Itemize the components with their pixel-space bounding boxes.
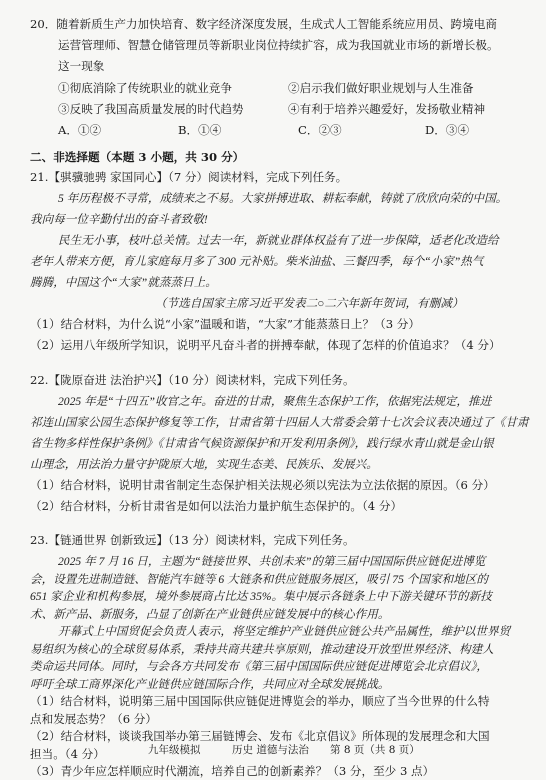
q22-material-line-1: 2025 年是“十四五”收官之年。奋进的甘肃，聚焦生态保护工作，依据宪法规定，推进 bbox=[58, 395, 492, 408]
q22-title: 22.【陇原奋进 法治护兴】（10 分）阅读材料，完成下列任务。 bbox=[30, 373, 355, 387]
q22-task-2: （2）结合材料，分析甘肃省是如何以法治力量护航生态保护的。（4 分） bbox=[30, 499, 403, 513]
q22-task-1: （1）结合材料，说明甘肃省制定生态保护相关法规必须以宪法为立法依据的原因。（6 分） bbox=[30, 478, 495, 492]
q23-title: 23.【链通世界 创新致远】（13 分）阅读材料，完成下列任务。 bbox=[30, 533, 355, 547]
q23-material1-line-1: 2025 年 7 月 16 日，主题为“链接世界、共创未来”的第三届中国国际供应链促进博览 bbox=[58, 555, 486, 568]
q23-material2-line-1: 开幕式上中国贸促会负责人表示，将坚定维护产业链供应链公共产品属性，维护以世界贸 bbox=[58, 625, 511, 638]
q20-option-4: ④有利于培养兴趣爱好，发扬敬业精神 bbox=[288, 102, 486, 116]
q20-choice-a: A．①② bbox=[58, 123, 102, 137]
q21-title: 21.【骐骥驰骋 家国同心】（7 分）阅读材料，完成下列任务。 bbox=[30, 170, 348, 184]
q23-material1-line-3: 651 家企业和机构参展，境外参展商占比达 35%。集中展示各链条上中下游关键环节的新技 bbox=[30, 590, 492, 603]
q23-task-3: （3）青少年应怎样顺应时代潮流，培养自己的创新素养？（3 分，至少 3 点） bbox=[30, 764, 435, 778]
q22-material-line-3: 省生物多样性保护条例》《甘肃省气候资源保护和开发利用条例》，践行绿水青山就是金山银 bbox=[30, 437, 494, 450]
q20-choice-b: B．①④ bbox=[178, 123, 222, 137]
q20-option-2: ②启示我们做好职业规划与人生准备 bbox=[288, 81, 474, 95]
q23-task-2-line-2: 担当。（4 分） bbox=[30, 746, 105, 761]
q22-material-line-4: 山理念，用法治力量守护陇原大地，实现生态美、民族乐、发展兴。 bbox=[30, 458, 378, 471]
q20-stem-line-1: 20．随着新质生产力加快培育、数字经济深度发展，生成式人工智能系统应用员、跨境电商 bbox=[30, 17, 497, 31]
q23-material2-line-2: 易组织为核心的全球贸易体系，秉持共商共建共享原则，推动建设开放型世界经济、构建人 bbox=[30, 642, 494, 656]
q20-choice-c: C．②③ bbox=[298, 123, 342, 137]
q23-task-2-line-1: （2）结合材料，谈谈我国举办第三届链博会、发布《北京倡议》所体现的发展理念和大国 bbox=[30, 729, 490, 743]
q20-stem-line-3: 这一现象 bbox=[58, 59, 105, 73]
q21-task-2: （2）运用八年级所学知识，说明平凡奋斗者的拼搏奉献，体现了怎样的价值追求？（4 分） bbox=[30, 338, 501, 352]
q23-task-1-line-2: 点和发展态势？（6 分） bbox=[30, 711, 157, 726]
footer-page: 第 8 页（共 8 页） bbox=[330, 744, 420, 756]
q21-source: （节选自国家主席习近平发表二○二六年新年贺词，有删减） bbox=[155, 297, 464, 310]
footer-subjects: 历史 道德与法治 bbox=[232, 744, 309, 756]
q23-material2-line-4: 呼吁全球工商界深化产业链供应链国际合作，共同应对全球发展挑战。 bbox=[30, 677, 390, 691]
q23-material1-line-4: 术、新产品、新服务，凸显了创新在产业链供应链发展中的核心作用。 bbox=[30, 607, 390, 621]
q23-material2-line-3: 类命运共同体。同时，与会各方共同发布《第三届中国国际供应链促进博览会北京倡议》， bbox=[30, 660, 488, 673]
q21-material-line-1: 5 年历程极不寻常，成绩来之不易。大家拼搏进取、耕耘奉献，铸就了欣欣向荣的中国。 bbox=[58, 192, 508, 205]
q20-option-3: ③反映了我国高质量发展的时代趋势 bbox=[58, 102, 244, 116]
q21-material-line-2: 我向每一位辛勤付出的奋斗者致敬! bbox=[30, 213, 208, 226]
q21-material-line-4: 老年人带来方便，育儿家庭每月多了 300 元补贴。柴米油盐、三餐四季，每个“小家”热气 bbox=[30, 255, 484, 268]
q20-option-1: ①彻底消除了传统职业的就业竞争 bbox=[58, 81, 232, 95]
section-two-title: 二、非选择题（本题 3 小题，共 30 分） bbox=[30, 150, 245, 164]
footer-grade: 九年级模拟 bbox=[148, 744, 201, 756]
q23-material1-line-2: 会，设置先进制造链、智能汽车链等 6 大链条和供应链服务展区，吸引 75 个国家和地区的 bbox=[30, 572, 488, 586]
q20-stem-line-2: 运营管理师、智慧仓储管理员等新职业岗位持续扩容，成为我国就业市场的新增长极。 bbox=[58, 38, 499, 52]
q21-material-line-5: 腾腾，中国这个“大家”就蒸蒸日上。 bbox=[30, 276, 217, 289]
q21-material-line-3: 民生无小事，枝叶总关情。过去一年，新就业群体权益有了进一步保障，适老化改造给 bbox=[58, 234, 499, 247]
q22-material-line-2: 祁连山国家公园生态保护修复等工作，甘肃省第十四届人大常委会第十七次会议表决通过了《甘肃 bbox=[30, 416, 529, 429]
q20-choice-d: D．③④ bbox=[425, 123, 470, 137]
q21-task-1: （1）结合材料，为什么说“小家”温暖和谐，“大家”才能蒸蒸日上？（3 分） bbox=[30, 317, 420, 331]
q23-task-1-line-1: （1）结合材料，说明第三届中国国际供应链促进博览会的举办，顺应了当今世界的什么特 bbox=[30, 694, 490, 708]
